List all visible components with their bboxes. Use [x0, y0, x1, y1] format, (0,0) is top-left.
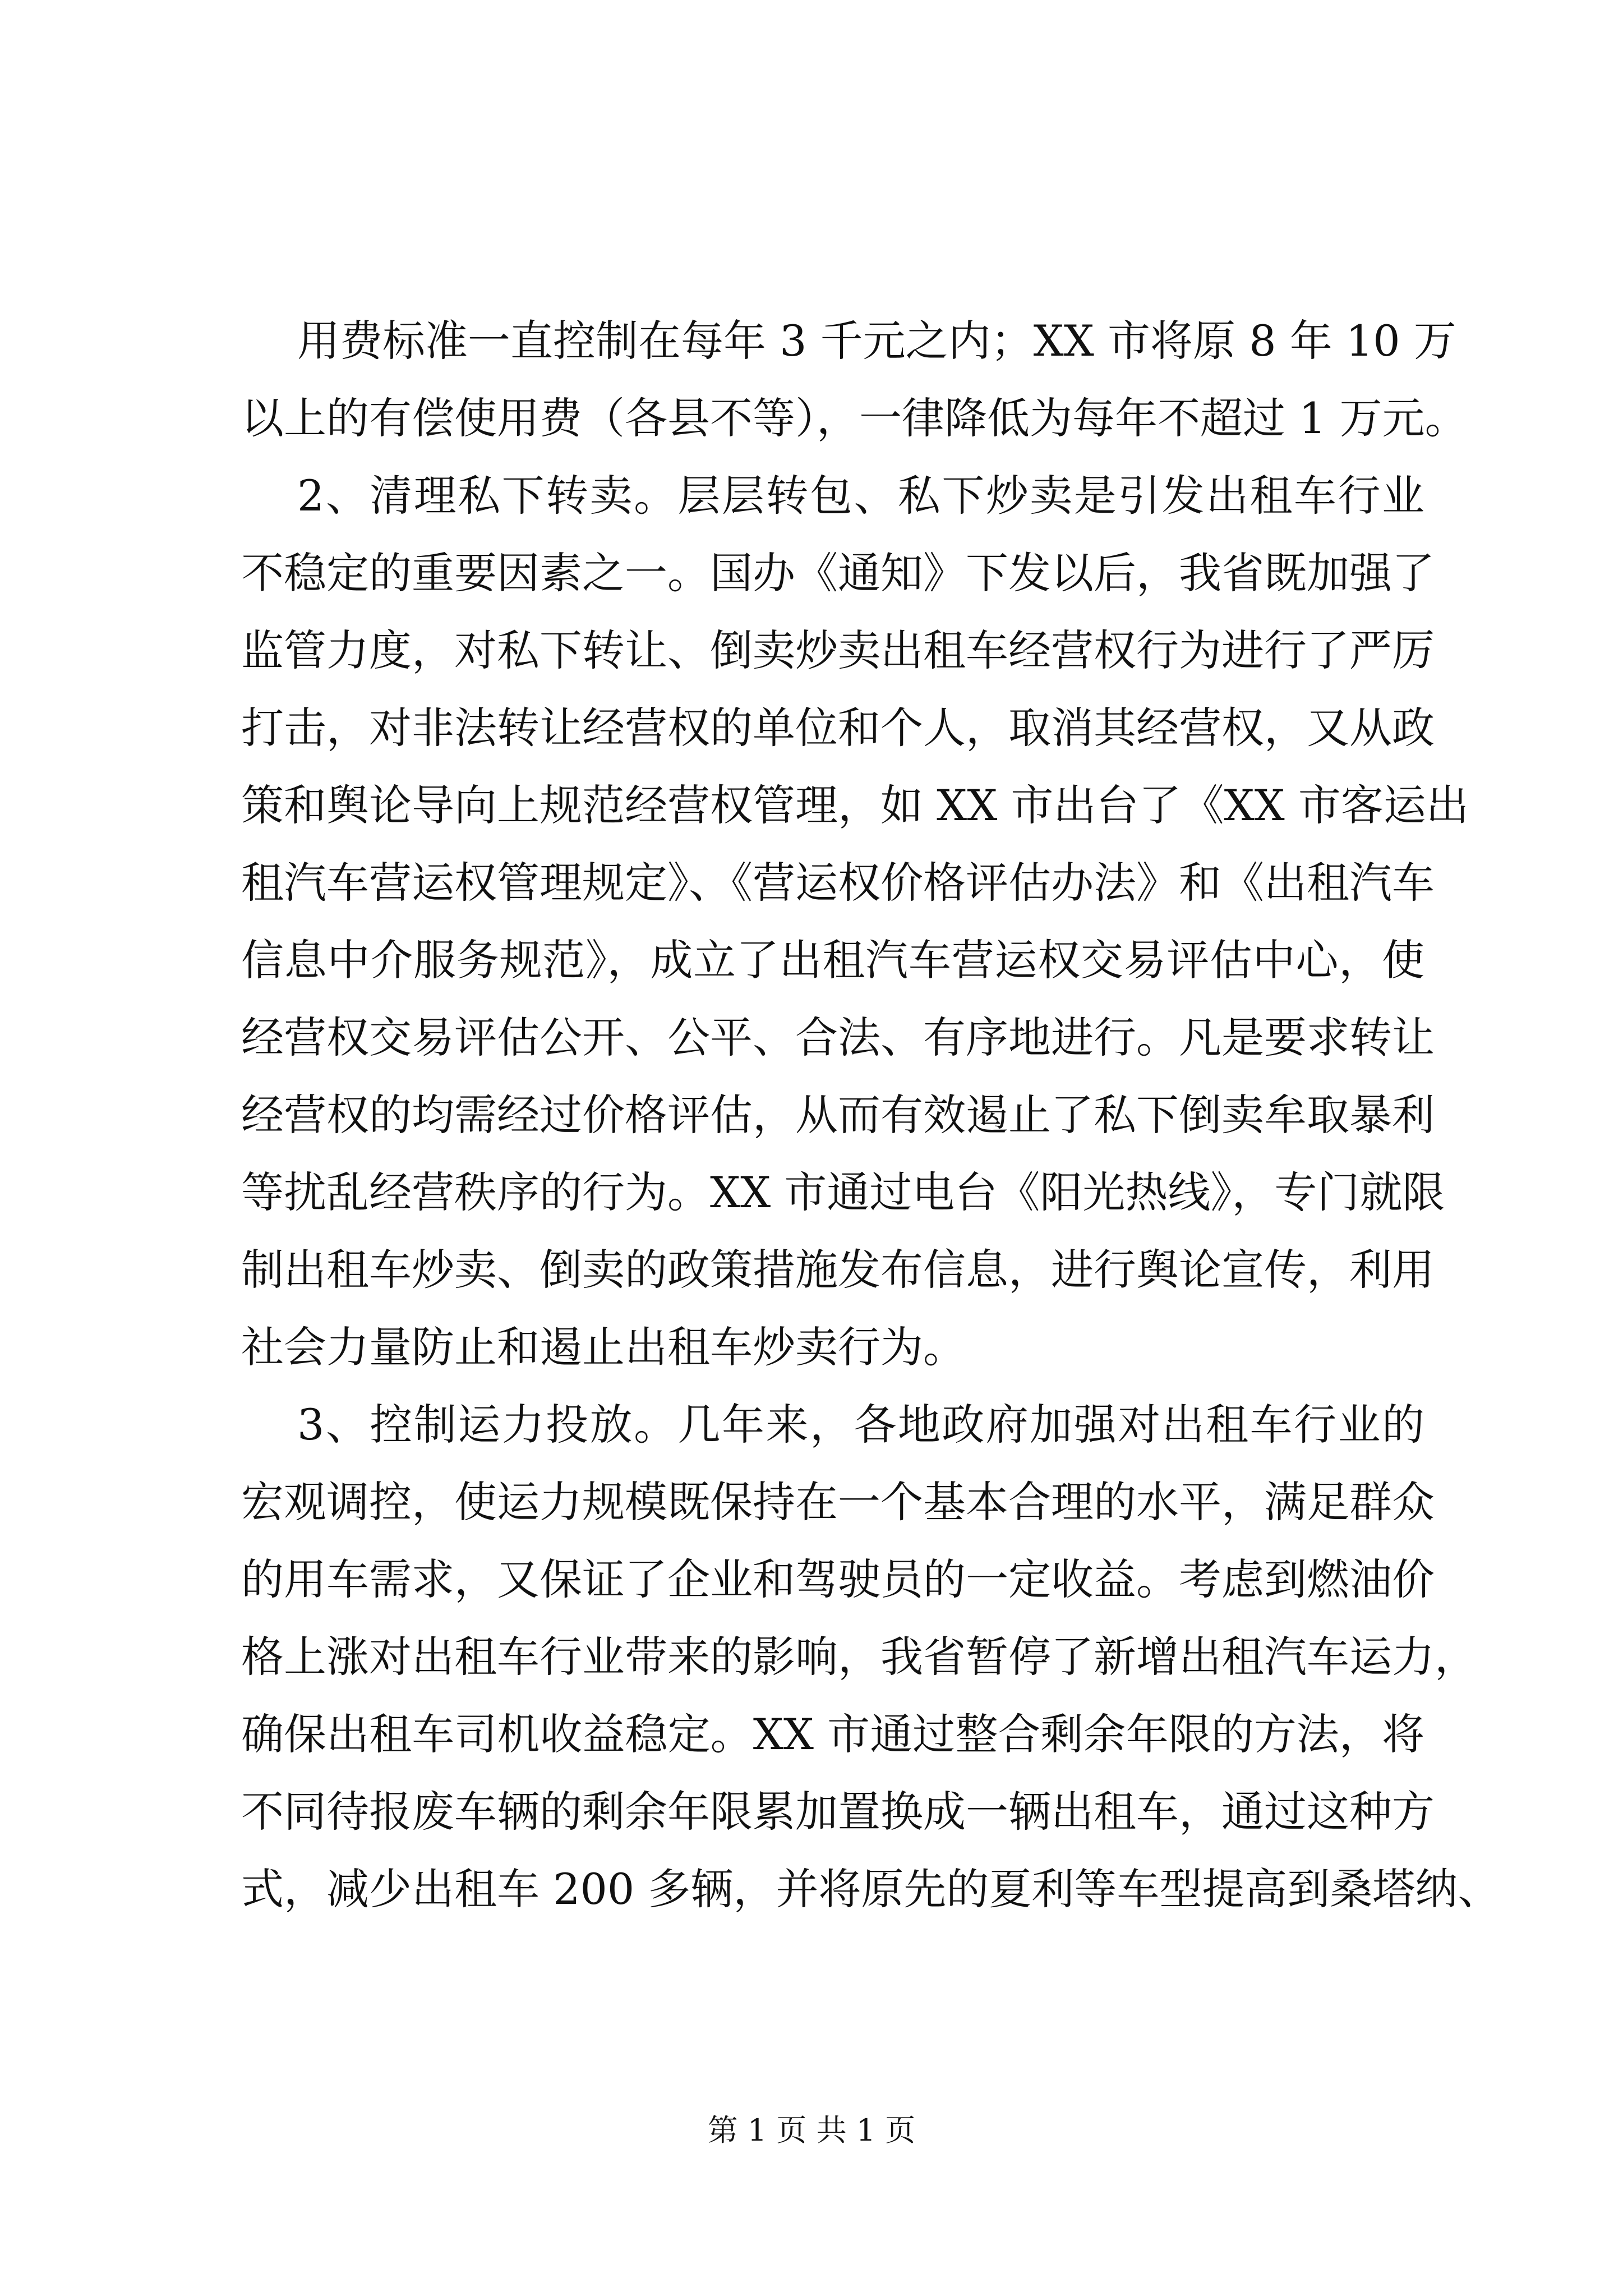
text-line: 打击，对非法转让经营权的单位和个人，取消其经营权，又从政 — [241, 703, 1435, 753]
text-line: 确保出租车司机收益稳定。XX 市通过整合剩余年限的方法，将 — [241, 1709, 1424, 1759]
text-line: 式，减少出租车 200 多辆，并将原先的夏利等车型提高到桑塔纳、 — [241, 1864, 1501, 1914]
text-line: 等扰乱经营秩序的行为。XX 市通过电台《阳光热线》，专门就限 — [241, 1167, 1445, 1217]
text-line: 格上涨对出租车行业带来的影响，我省暂停了新增出租汽车运力， — [241, 1632, 1477, 1682]
text-line: 信息中介服务规范》，成立了出租汽车营运权交易评估中心，使 — [241, 935, 1424, 985]
text-line: 宏观调控，使运力规模既保持在一个基本合理的水平，满足群众 — [241, 1477, 1435, 1527]
text-line: 3、控制运力投放。几年来，各地政府加强对出租车行业的 — [297, 1400, 1424, 1450]
text-line: 策和舆论导向上规范经营权管理，如 XX 市出台了《XX 市客运出 — [241, 780, 1469, 830]
text-line: 租汽车营运权管理规定》、《营运权价格评估办法》和《出租汽车 — [241, 858, 1435, 908]
text-line: 2、清理私下转卖。层层转包、私下炒卖是引发出租车行业 — [297, 471, 1424, 521]
text-line: 监管力度，对私下转让、倒卖炒卖出租车经营权行为进行了严厉 — [241, 625, 1435, 675]
text-line: 经营权的均需经过价格评估，从而有效遏止了私下倒卖牟取暴利 — [241, 1090, 1435, 1140]
text-line: 经营权交易评估公开、公平、合法、有序地进行。凡是要求转让 — [241, 1013, 1435, 1062]
page-number-footer: 第 1 页 共 1 页 — [707, 2113, 916, 2148]
text-line: 以上的有偿使用费（各县不等），一律降低为每年不超过 1 万元。 — [241, 393, 1468, 443]
text-line: 用费标准一直控制在每年 3 千元之内；XX 市将原 8 年 10 万 — [297, 316, 1456, 366]
text-line: 不同待报废车辆的剩余年限累加置换成一辆出租车，通过这种方 — [241, 1787, 1435, 1837]
text-line: 制出租车炒卖、倒卖的政策措施发布信息，进行舆论宣传，利用 — [241, 1245, 1435, 1295]
text-line: 的用车需求，又保证了企业和驾驶员的一定收益。考虑到燃油价 — [241, 1554, 1435, 1604]
text-line: 社会力量防止和遏止出租车炒卖行为。 — [241, 1322, 966, 1372]
text-line: 不稳定的重要因素之一。国办《通知》下发以后，我省既加强了 — [241, 548, 1435, 598]
